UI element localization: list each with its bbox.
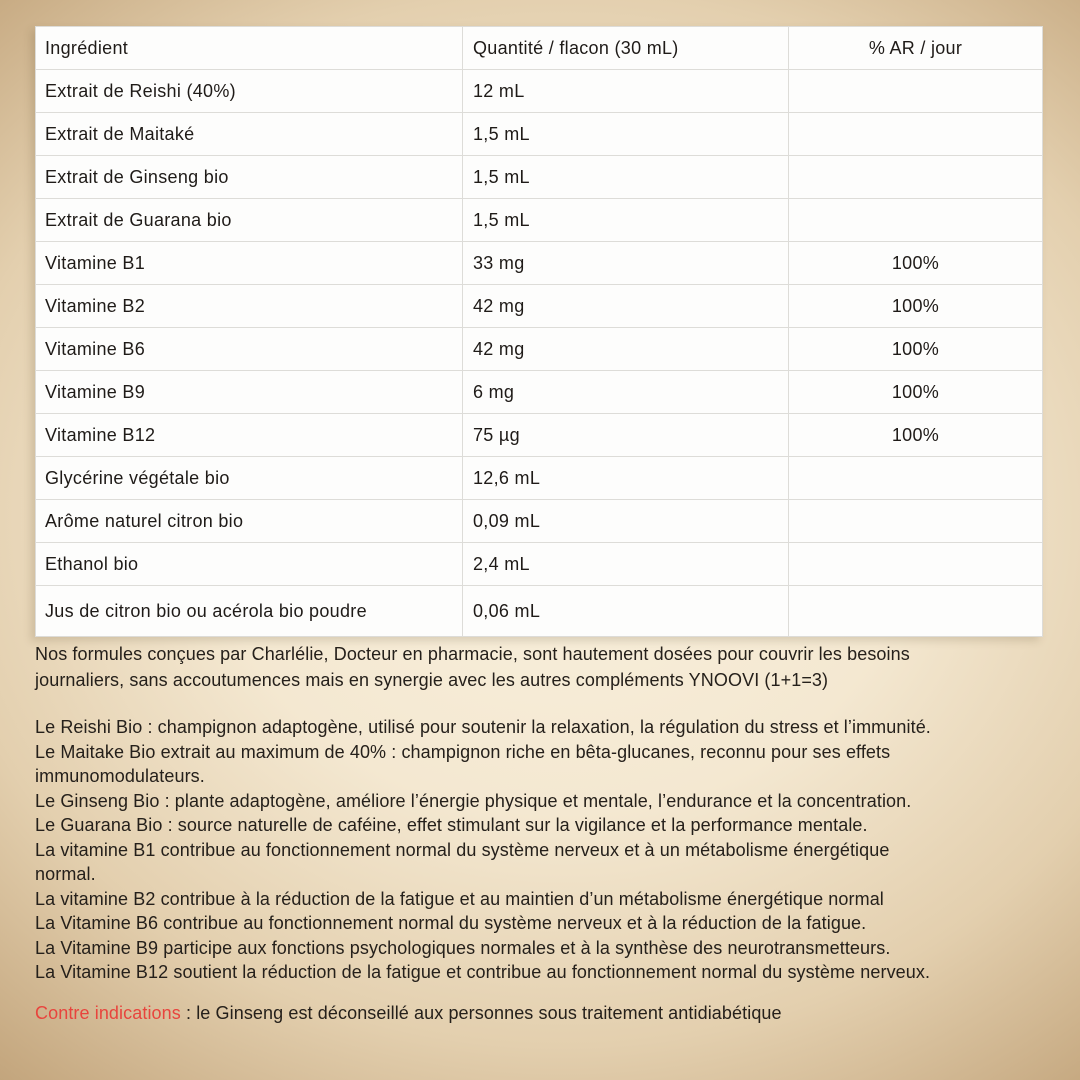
ar-cell	[789, 199, 1043, 242]
ingredient-cell: Extrait de Guarana bio	[36, 199, 463, 242]
ingredient-cell: Glycérine végétale bio	[36, 457, 463, 500]
ingredient-cell: Vitamine B2	[36, 285, 463, 328]
ar-cell: 100%	[789, 414, 1043, 457]
quantity-cell: 12,6 mL	[463, 457, 789, 500]
ar-cell: 100%	[789, 328, 1043, 371]
ar-cell: 100%	[789, 242, 1043, 285]
table-row	[36, 328, 1043, 371]
ingredient-cell: Arôme naturel citron bio	[36, 500, 463, 543]
quantity-cell: 2,4 mL	[463, 543, 789, 586]
table-row	[36, 371, 1043, 414]
ingredient-cell: Vitamine B12	[36, 414, 463, 457]
column-header-quantity: Quantité / flacon (30 mL)	[463, 27, 789, 70]
benefit-text-line: normal.	[35, 864, 96, 884]
quantity-cell: 6 mg	[463, 371, 789, 414]
intro-text-line: journaliers, sans accoutumences mais en synergie avec les autres compléments YNOOVI (1+1=3)	[35, 670, 829, 690]
table-header-row	[36, 27, 1043, 70]
table-row	[36, 414, 1043, 457]
ar-cell	[789, 500, 1043, 543]
table-row	[36, 199, 1043, 242]
benefit-text-line: La vitamine B2 contribue à la réduction de la fatigue et au maintien d’un métabolisme énergétique normal	[35, 888, 884, 909]
quantity-cell: 12 mL	[463, 70, 789, 113]
benefit-text-line: La vitamine B1 contribue au fonctionnement normal du système nerveux et à un métabolisme énergétique	[35, 839, 890, 860]
quantity-cell: 42 mg	[463, 328, 789, 371]
ingredient-cell: Extrait de Reishi (40%)	[36, 70, 463, 113]
benefit-text-line: Le Guarana Bio : source naturelle de caféine, effet stimulant sur la vigilance et la performance mentale.	[35, 815, 868, 835]
contraindications-line	[35, 1001, 1047, 1025]
table-row	[36, 586, 1043, 637]
ar-cell	[789, 543, 1043, 586]
table-row	[36, 156, 1043, 199]
benefit-text-line: La Vitamine B9 participe aux fonctions psychologiques normales et à la synthèse des neurotransmetteurs.	[35, 937, 891, 958]
ingredient-cell: Vitamine B9	[36, 371, 463, 414]
ingredient-cell: Vitamine B1	[36, 242, 463, 285]
formula-intro-paragraph	[35, 641, 1047, 693]
benefit-text-line: immunomodulateurs.	[35, 766, 205, 786]
quantity-cell: 1,5 mL	[463, 156, 789, 199]
ingredient-cell: Ethanol bio	[36, 543, 463, 586]
ingredient-cell: Extrait de Maitaké	[36, 113, 463, 156]
quantity-cell: 75 µg	[463, 414, 789, 457]
quantity-cell: 42 mg	[463, 285, 789, 328]
quantity-cell: 33 mg	[463, 242, 789, 285]
table-row	[36, 500, 1043, 543]
quantity-cell: 0,06 mL	[463, 586, 789, 637]
ar-cell	[789, 156, 1043, 199]
ingredient-cell: Vitamine B6	[36, 328, 463, 371]
benefit-text-line: Le Maitake Bio extrait au maximum de 40% : champignon riche en bêta-glucanes, reconnu pour ses effets	[35, 741, 891, 762]
ingredients-table	[35, 26, 1043, 637]
column-header-ar-per-day: % AR / jour	[789, 27, 1043, 70]
benefit-text-line: La Vitamine B12 soutient la réduction de la fatigue et contribue au fonctionnement normal du système nerveux.	[35, 962, 931, 982]
ar-cell: 100%	[789, 371, 1043, 414]
table-row	[36, 285, 1043, 328]
table-row	[36, 242, 1043, 285]
ar-cell	[789, 586, 1043, 637]
quantity-cell: 0,09 mL	[463, 500, 789, 543]
benefit-text-line: Le Ginseng Bio : plante adaptogène, améliore l’énergie physique et mentale, l’endurance et la concentration.	[35, 790, 912, 811]
quantity-cell: 1,5 mL	[463, 199, 789, 242]
table-row	[36, 543, 1043, 586]
ar-cell: 100%	[789, 285, 1043, 328]
ar-cell	[789, 113, 1043, 156]
ar-cell	[789, 70, 1043, 113]
benefit-text-line: Le Reishi Bio : champignon adaptogène, utilisé pour soutenir la relaxation, la régulation du stress et l’immunité.	[35, 717, 931, 737]
ingredient-cell: Extrait de Ginseng bio	[36, 156, 463, 199]
contraindications-text: : le Ginseng est déconseillé aux personnes sous traitement antidiabétique	[180, 1003, 782, 1023]
benefit-text-line: La Vitamine B6 contribue au fonctionnement normal du système nerveux et à la réduction de la fatigue.	[35, 913, 867, 933]
table-row	[36, 113, 1043, 156]
contraindications-label: Contre indications	[35, 1003, 181, 1023]
ingredient-benefits-paragraph	[35, 715, 1047, 985]
ingredient-cell: Jus de citron bio ou acérola bio poudre	[36, 586, 463, 637]
intro-text-line: Nos formules conçues par Charlélie, Docteur en pharmacie, sont hautement dosées pour couvrir les besoins	[35, 644, 910, 664]
quantity-cell: 1,5 mL	[463, 113, 789, 156]
table-row	[36, 70, 1043, 113]
ar-cell	[789, 457, 1043, 500]
column-header-ingredient: Ingrédient	[36, 27, 463, 70]
table-row	[36, 457, 1043, 500]
